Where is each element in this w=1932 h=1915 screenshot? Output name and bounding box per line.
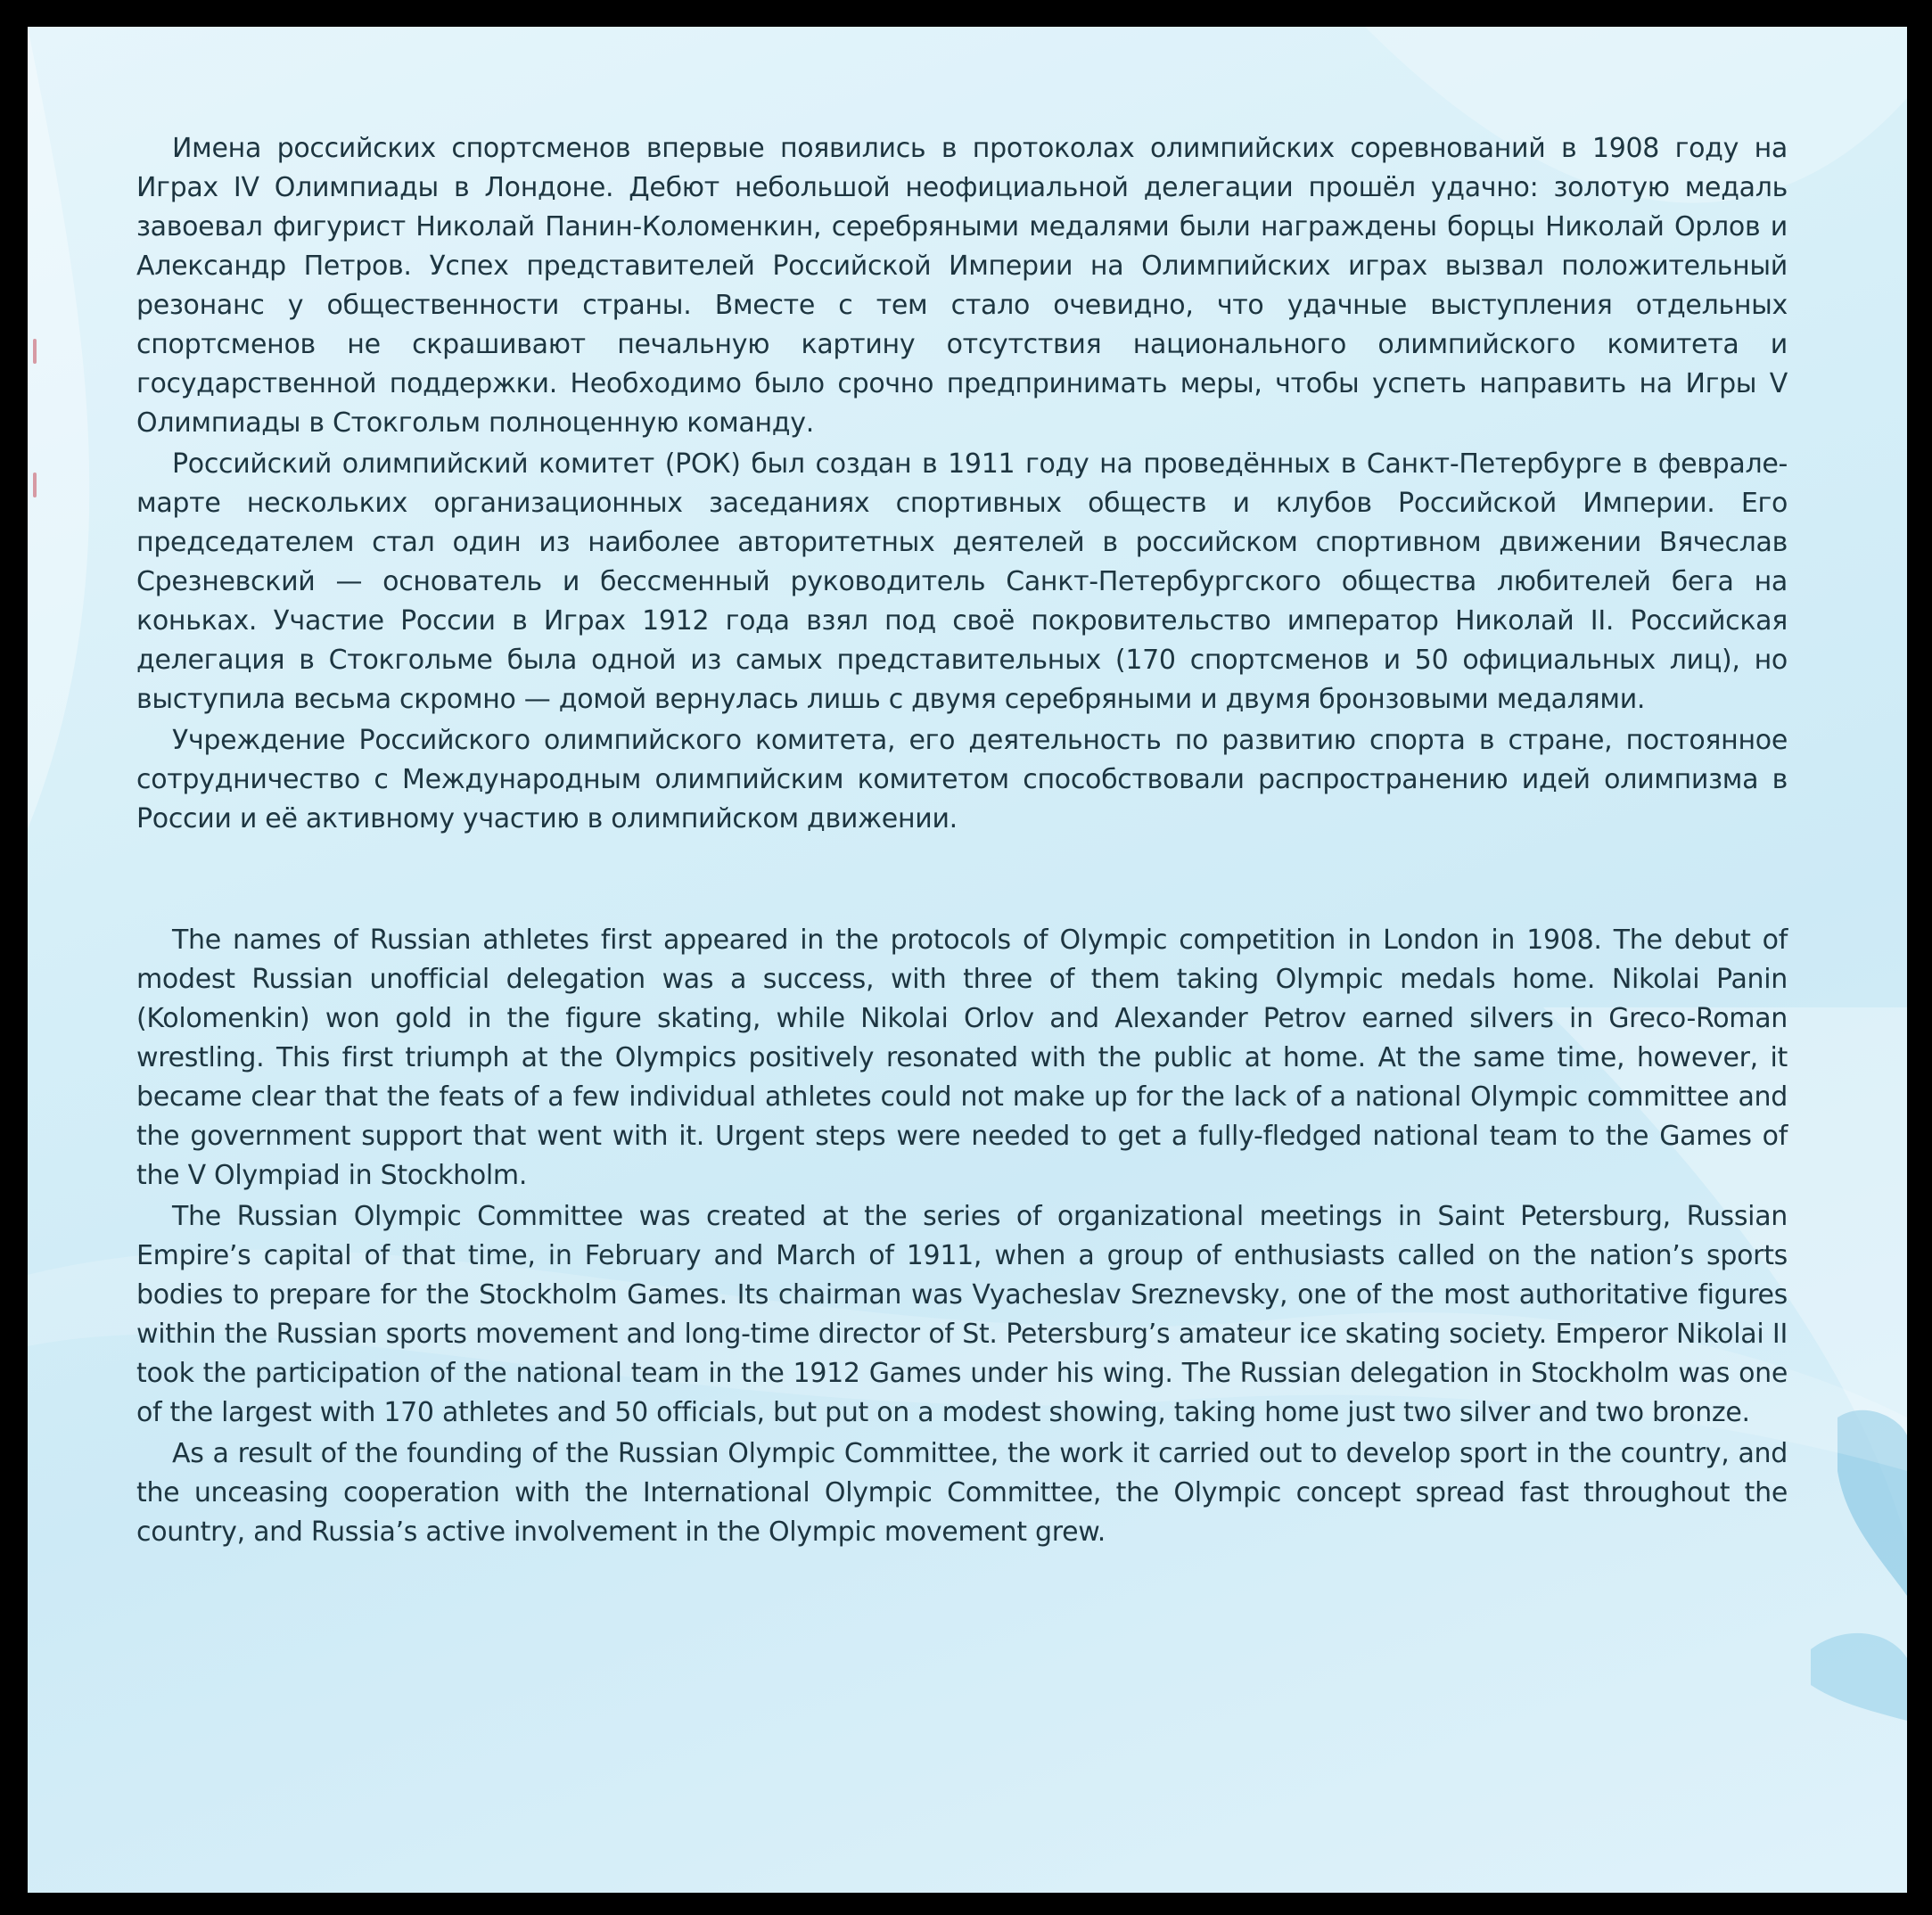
english-paragraph-3: As a result of the founding of the Russian Olympic Committee, the work it carried out to develop sport in the country, and the unceasing cooperation with the International Olympic Committee, the Olympic concept spread fast throughout the country, and Russia’s active involvement in the Olympic movement grew. [136,1438,1788,1548]
edge-mark [33,473,37,497]
english-text-section [136,921,1788,1554]
russian-paragraph-1: Имена российских спортсменов впервые появились в протоколах олимпийских соревнований в 1908 году на Играх IV Олимпиады в Лондоне. Дебют небольшой неофициальной делегации прошёл удачно: золотую медаль завоевал фигурист Николай Панин-Коломенкин, серебряными медалями были награждены борцы Николай Орлов и Александр Петров. Успех представителей Российской Империи на Олимпийских играх вызвал положительный резонанс у общественности страны. Вместе с тем стало очевидно, что удачные выступления отдельных спортсменов не скрашивают печальную картину отсутствия национального олимпийского комитета и государственной поддержки. Необходимо было срочно предпринимать меры, чтобы успеть направить на Игры V Олимпиады в Стокгольм полноценную команду. [136,133,1788,439]
russian-paragraph-2: Российский олимпийский комитет (РОК) был создан в 1911 году на проведённых в Санкт-Петербурге в феврале-марте нескольких организационных заседаниях спортивных обществ и клубов Российской Империи. Его председателем стал один из наиболее авторитетных деятелей в российском спортивном движении Вячеслав Срезневский — основатель и бессменный руководитель Санкт-Петербургского общества любителей бега на коньках. Участие России в Играх 1912 года взял под своё покровительство император Николай II. Российская делегация в Стокгольме была одной из самых представительных (170 спортсменов и 50 официальных лиц), но выступила весьма скромно — домой вернулась лишь с двумя серебряными и двумя бронзовыми медалями. [136,448,1788,715]
edge-mark [33,339,37,364]
russian-text-section [136,129,1788,841]
russian-paragraph-3: Учреждение Российского олимпийского комитета, его деятельность по развитию спорта в стране, постоянное сотрудничество с Международным олимпийским комитетом способствовали распространению идей олимпизма в России и её активному участию в олимпийском движении. [136,725,1788,834]
english-paragraph-1: The names of Russian athletes first appeared in the protocols of Olympic competition in London in 1908. The debut of modest Russian unofficial delegation was a success, with three of them taking Olympic medals home. Nikolai Panin (Kolomenkin) won gold in the figure skating, while Nikolai Orlov and Alexander Petrov earned silvers in Greco-Roman wrestling. This first triumph at the Olympics positively resonated with the public at home. At the same time, however, it became clear that the feats of a few individual athletes could not make up for the lack of a national Olympic committee and the government support that went with it. Urgent steps were needed to get a fully-fledged national team to the Games of the V Olympiad in Stockholm. [136,925,1788,1191]
document-page [28,27,1907,1893]
english-paragraph-2: The Russian Olympic Committee was created at the series of organizational meetings in Saint Petersburg, Russian Empire’s capital of that time, in February and March of 1911, when a group of enthusiasts called on the nation’s sports bodies to prepare for the Stockholm Games. Its chairman was Vyacheslav Sreznevsky, one of the most authoritative figures within the Russian sports movement and long-time director of St. Petersburg’s amateur ice skating society. Emperor Nikolai II took the participation of the national team in the 1912 Games under his wing. The Russian delegation in Stockholm was one of the largest with 170 athletes and 50 officials, but put on a modest showing, taking home just two silver and two bronze. [136,1201,1788,1428]
